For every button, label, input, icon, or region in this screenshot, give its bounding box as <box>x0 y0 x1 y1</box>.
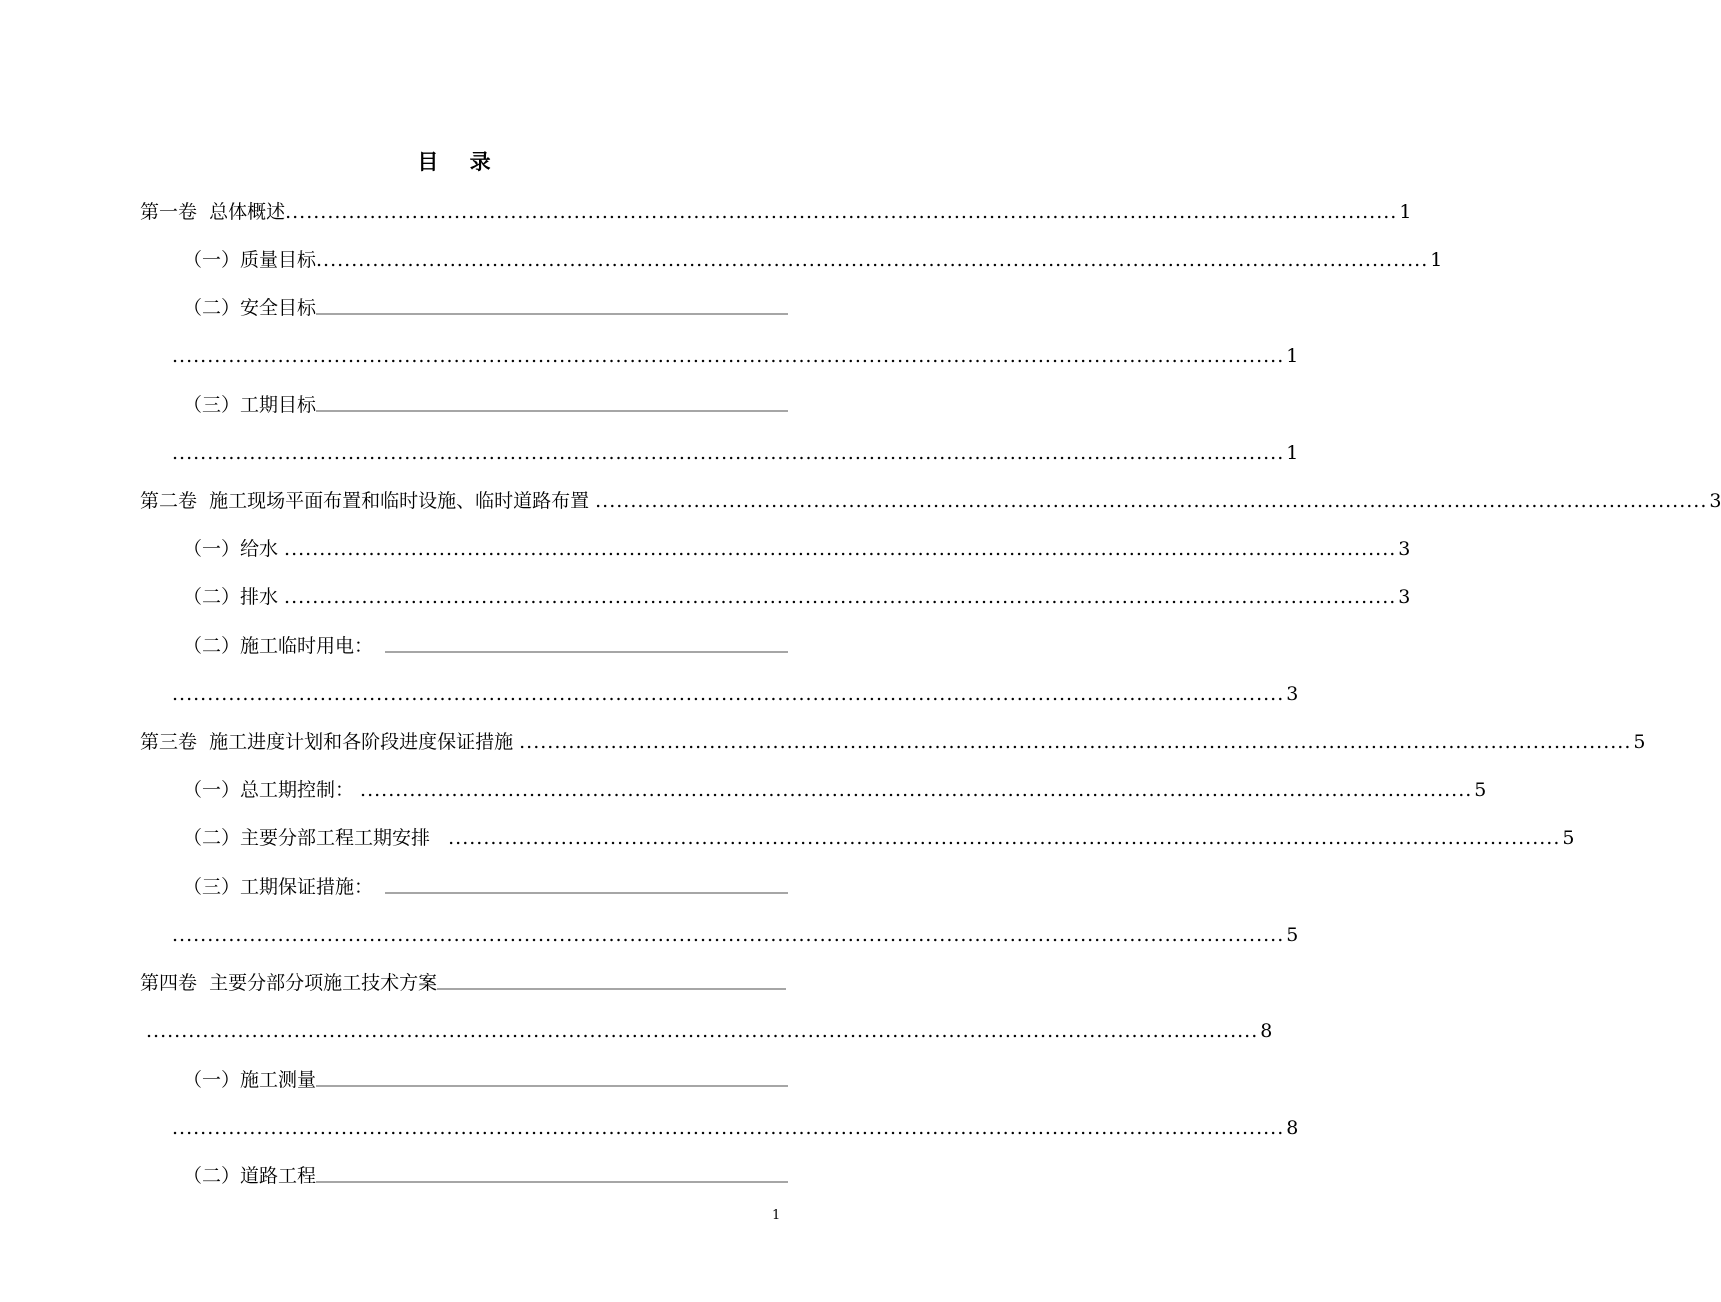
toc-entry-page: 1 <box>1286 345 1299 367</box>
toc-entry-text: 第二卷 施工现场平面布置和临时设施、临时道路布置 <box>140 490 596 512</box>
toc-entry-page: 5 <box>1562 827 1575 849</box>
toc-entry-section[interactable] <box>183 389 788 419</box>
dot-leader: .............................................................................................................................................................. <box>172 683 1285 705</box>
toc-entry-page: 3 <box>1398 586 1411 608</box>
toc-entry-text: （二）排水 <box>183 586 285 608</box>
toc-entry-section[interactable] <box>183 1160 788 1190</box>
toc-entry-page: 1 <box>1430 249 1443 271</box>
page-number: 1 <box>772 1208 781 1223</box>
toc-entry-page: 5 <box>1633 731 1646 753</box>
toc-entry-volume-2[interactable] <box>140 485 1721 515</box>
toc-entry-volume-4[interactable] <box>140 967 786 997</box>
leader-rule <box>316 410 788 412</box>
toc-entry-text: （二）主要分部工程工期安排 <box>183 827 449 849</box>
toc-entry-page: 3 <box>1398 538 1411 560</box>
toc-entry-page: 3 <box>1709 490 1721 512</box>
toc-entry-page: 8 <box>1286 1117 1299 1139</box>
dot-leader: .............................................................................................................................................................. <box>284 586 1397 608</box>
toc-entry-text: （一）施工测量 <box>183 1069 317 1091</box>
toc-entry-section[interactable] <box>183 630 788 660</box>
toc-entry-page: 1 <box>1286 442 1299 464</box>
toc-entry-page: 8 <box>1260 1020 1273 1042</box>
toc-entry-text: （二）安全目标 <box>183 297 317 319</box>
leader-rule <box>316 1181 788 1183</box>
toc-entry-text: （二）道路工程 <box>183 1165 317 1187</box>
toc-entry-page: 1 <box>1399 201 1412 223</box>
toc-entry-text: 第一卷 总体概述 <box>140 201 286 223</box>
dot-leader: .............................................................................................................................................................. <box>519 731 1632 753</box>
dot-leader: .............................................................................................................................................................. <box>172 345 1285 367</box>
toc-entry-continuation[interactable] <box>172 919 1299 949</box>
toc-entry-text: （一）给水 <box>183 538 285 560</box>
toc-entry-continuation[interactable] <box>172 437 1299 467</box>
dot-leader: .............................................................................................................................................................. <box>285 201 1398 223</box>
toc-entry-continuation[interactable] <box>146 1015 1273 1045</box>
toc-entry-section[interactable] <box>183 292 788 322</box>
toc-entry-volume-3[interactable] <box>140 726 1646 756</box>
dot-leader: .............................................................................................................................................................. <box>146 1020 1259 1042</box>
toc-entry-continuation[interactable] <box>172 678 1299 708</box>
dot-leader: .............................................................................................................................................................. <box>448 827 1561 849</box>
toc-entry-volume-1[interactable] <box>140 196 1412 226</box>
toc-entry-text: （一）总工期控制： <box>183 779 361 801</box>
toc-entry-text: （一）质量目标 <box>183 249 317 271</box>
toc-entry-page: 3 <box>1286 683 1299 705</box>
toc-entry-text: 第三卷 施工进度计划和各阶段进度保证措施 <box>140 731 520 753</box>
toc-entry-section[interactable] <box>183 774 1487 804</box>
leader-rule <box>316 1085 788 1087</box>
toc-entry-section[interactable] <box>183 1064 788 1094</box>
toc-entry-text: （三）工期保证措施： <box>183 876 386 898</box>
toc-entry-section[interactable] <box>183 871 788 901</box>
toc-entry-page: 5 <box>1286 924 1299 946</box>
page-title: 目 录 <box>417 149 503 174</box>
toc-entry-text: （二）施工临时用电： <box>183 635 386 657</box>
toc-entry-section[interactable] <box>183 533 1411 563</box>
toc-entry-section[interactable] <box>183 581 1411 611</box>
toc-entry-section[interactable] <box>183 822 1575 852</box>
toc-entry-page: 5 <box>1474 779 1487 801</box>
toc-entry-text: 第四卷 主要分部分项施工技术方案 <box>140 972 438 994</box>
leader-rule <box>437 988 786 990</box>
toc-entry-text: （三）工期目标 <box>183 394 317 416</box>
toc-entry-continuation[interactable] <box>172 340 1299 370</box>
dot-leader: .............................................................................................................................................................. <box>172 924 1285 946</box>
dot-leader: .............................................................................................................................................................. <box>316 249 1429 271</box>
leader-rule <box>385 651 788 653</box>
dot-leader: .............................................................................................................................................................. <box>172 1117 1285 1139</box>
dot-leader: .............................................................................................................................................................. <box>284 538 1397 560</box>
leader-rule <box>316 313 788 315</box>
dot-leader: .............................................................................................................................................................. <box>595 490 1708 512</box>
toc-entry-section[interactable] <box>183 244 1443 274</box>
leader-rule <box>385 892 788 894</box>
toc-entry-continuation[interactable] <box>172 1112 1299 1142</box>
dot-leader: .............................................................................................................................................................. <box>172 442 1285 464</box>
dot-leader: .............................................................................................................................................................. <box>360 779 1473 801</box>
